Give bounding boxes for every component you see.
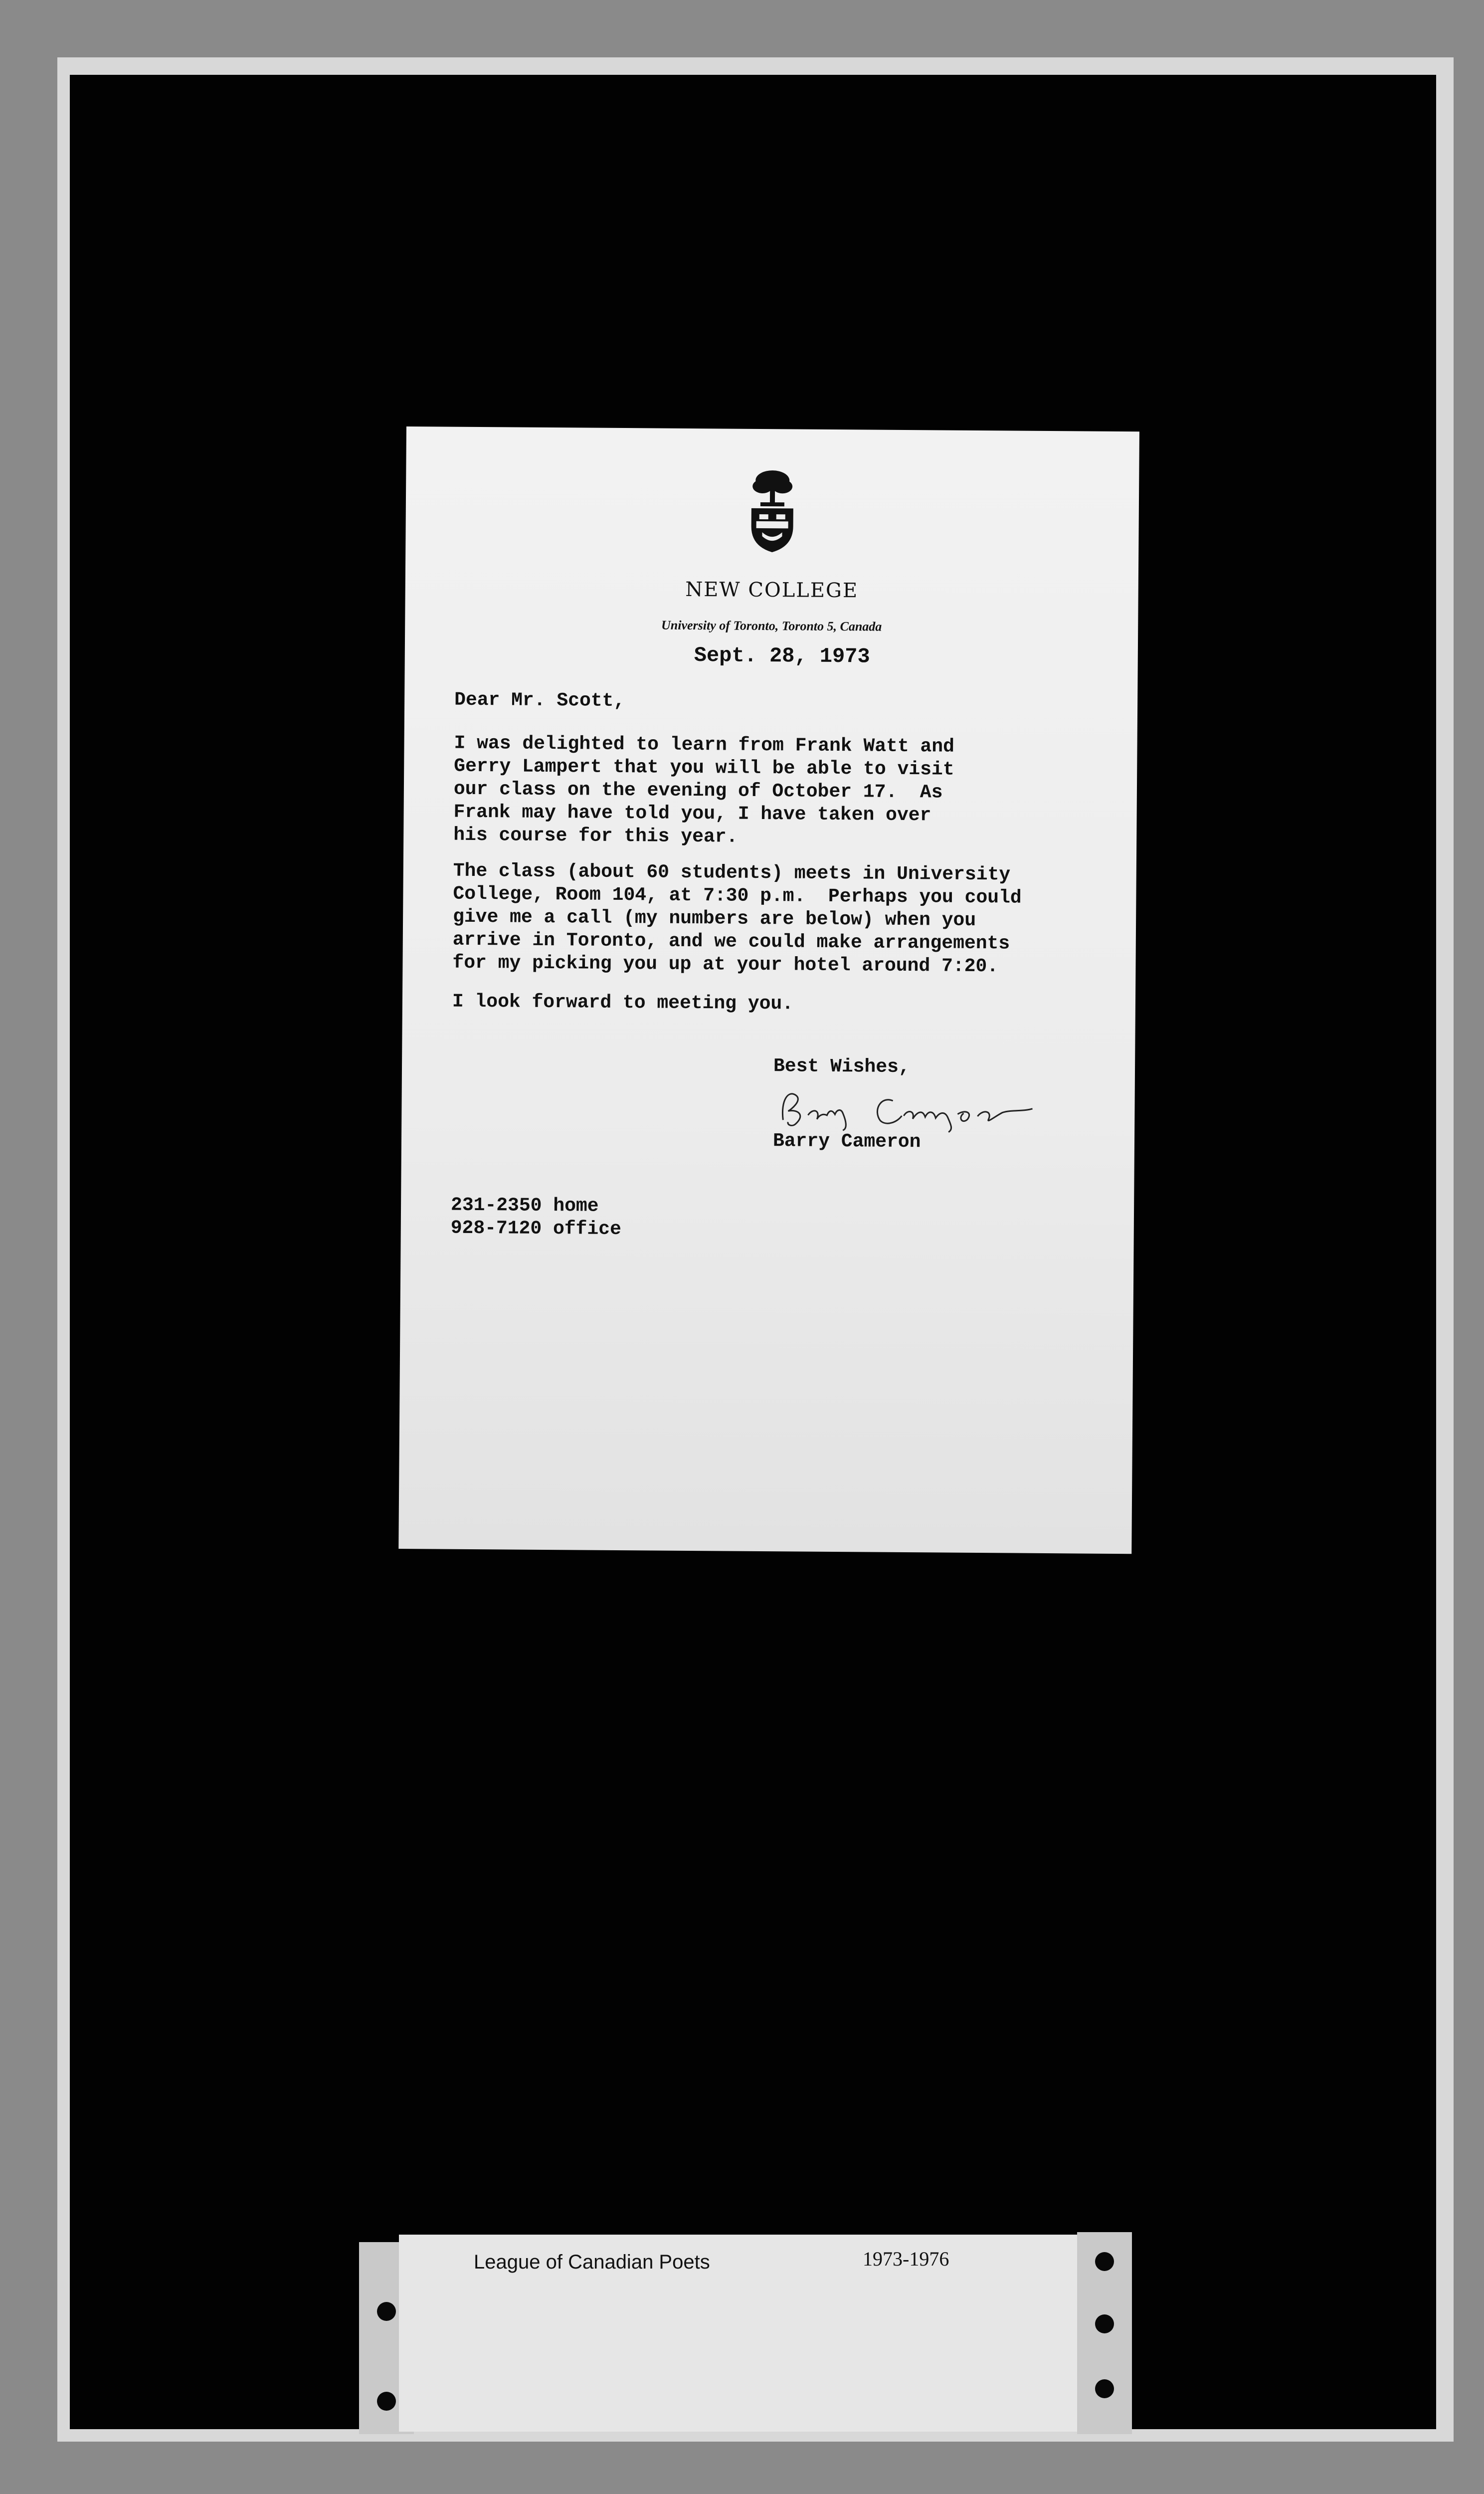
letter-salutation: Dear Mr. Scott,	[454, 689, 625, 712]
letter-paragraph-2: The class (about 60 students) meets in University College, Room 104, at 7:30 p.m. Perhaps you could give me a call (my numbers are below) when you arrive in Toronto, and we could make arrangements for my picking you up at your hotel around 7:20.	[452, 860, 1022, 978]
punch-hole-icon	[377, 2302, 396, 2321]
letterhead-institution: NEW COLLEGE	[685, 578, 859, 603]
label-right-strip	[1077, 2232, 1132, 2434]
letter-typed-name: Barry Cameron	[772, 1130, 921, 1153]
archive-collection-name: League of Canadian Poets	[474, 2251, 710, 2273]
letter-contact-numbers: 231-2350 home 928-7120 office	[450, 1194, 621, 1241]
letter-page	[398, 426, 1139, 1554]
letter-date: Sept. 28, 1973	[694, 643, 870, 669]
archive-years: 1973-1976	[863, 2248, 949, 2270]
letter-paragraph-3: I look forward to meeting you.	[452, 991, 794, 1015]
letterhead-address: University of Toronto, Toronto 5, Canada	[661, 618, 882, 634]
punch-hole-icon	[1095, 2314, 1114, 2333]
punch-hole-icon	[1095, 2252, 1114, 2271]
punch-hole-icon	[1095, 2379, 1114, 2398]
handwritten-signature	[773, 1080, 1043, 1137]
punch-hole-icon	[377, 2392, 396, 2411]
letter-paragraph-1: I was delighted to learn from Frank Watt and Gerry Lampert that you will be able to visit our class on the evening of October 17. As Frank may have told you, I have taken over his course for this year.	[453, 732, 955, 848]
college-crest-icon	[742, 466, 802, 554]
letter-closing: Best Wishes,	[773, 1055, 910, 1078]
